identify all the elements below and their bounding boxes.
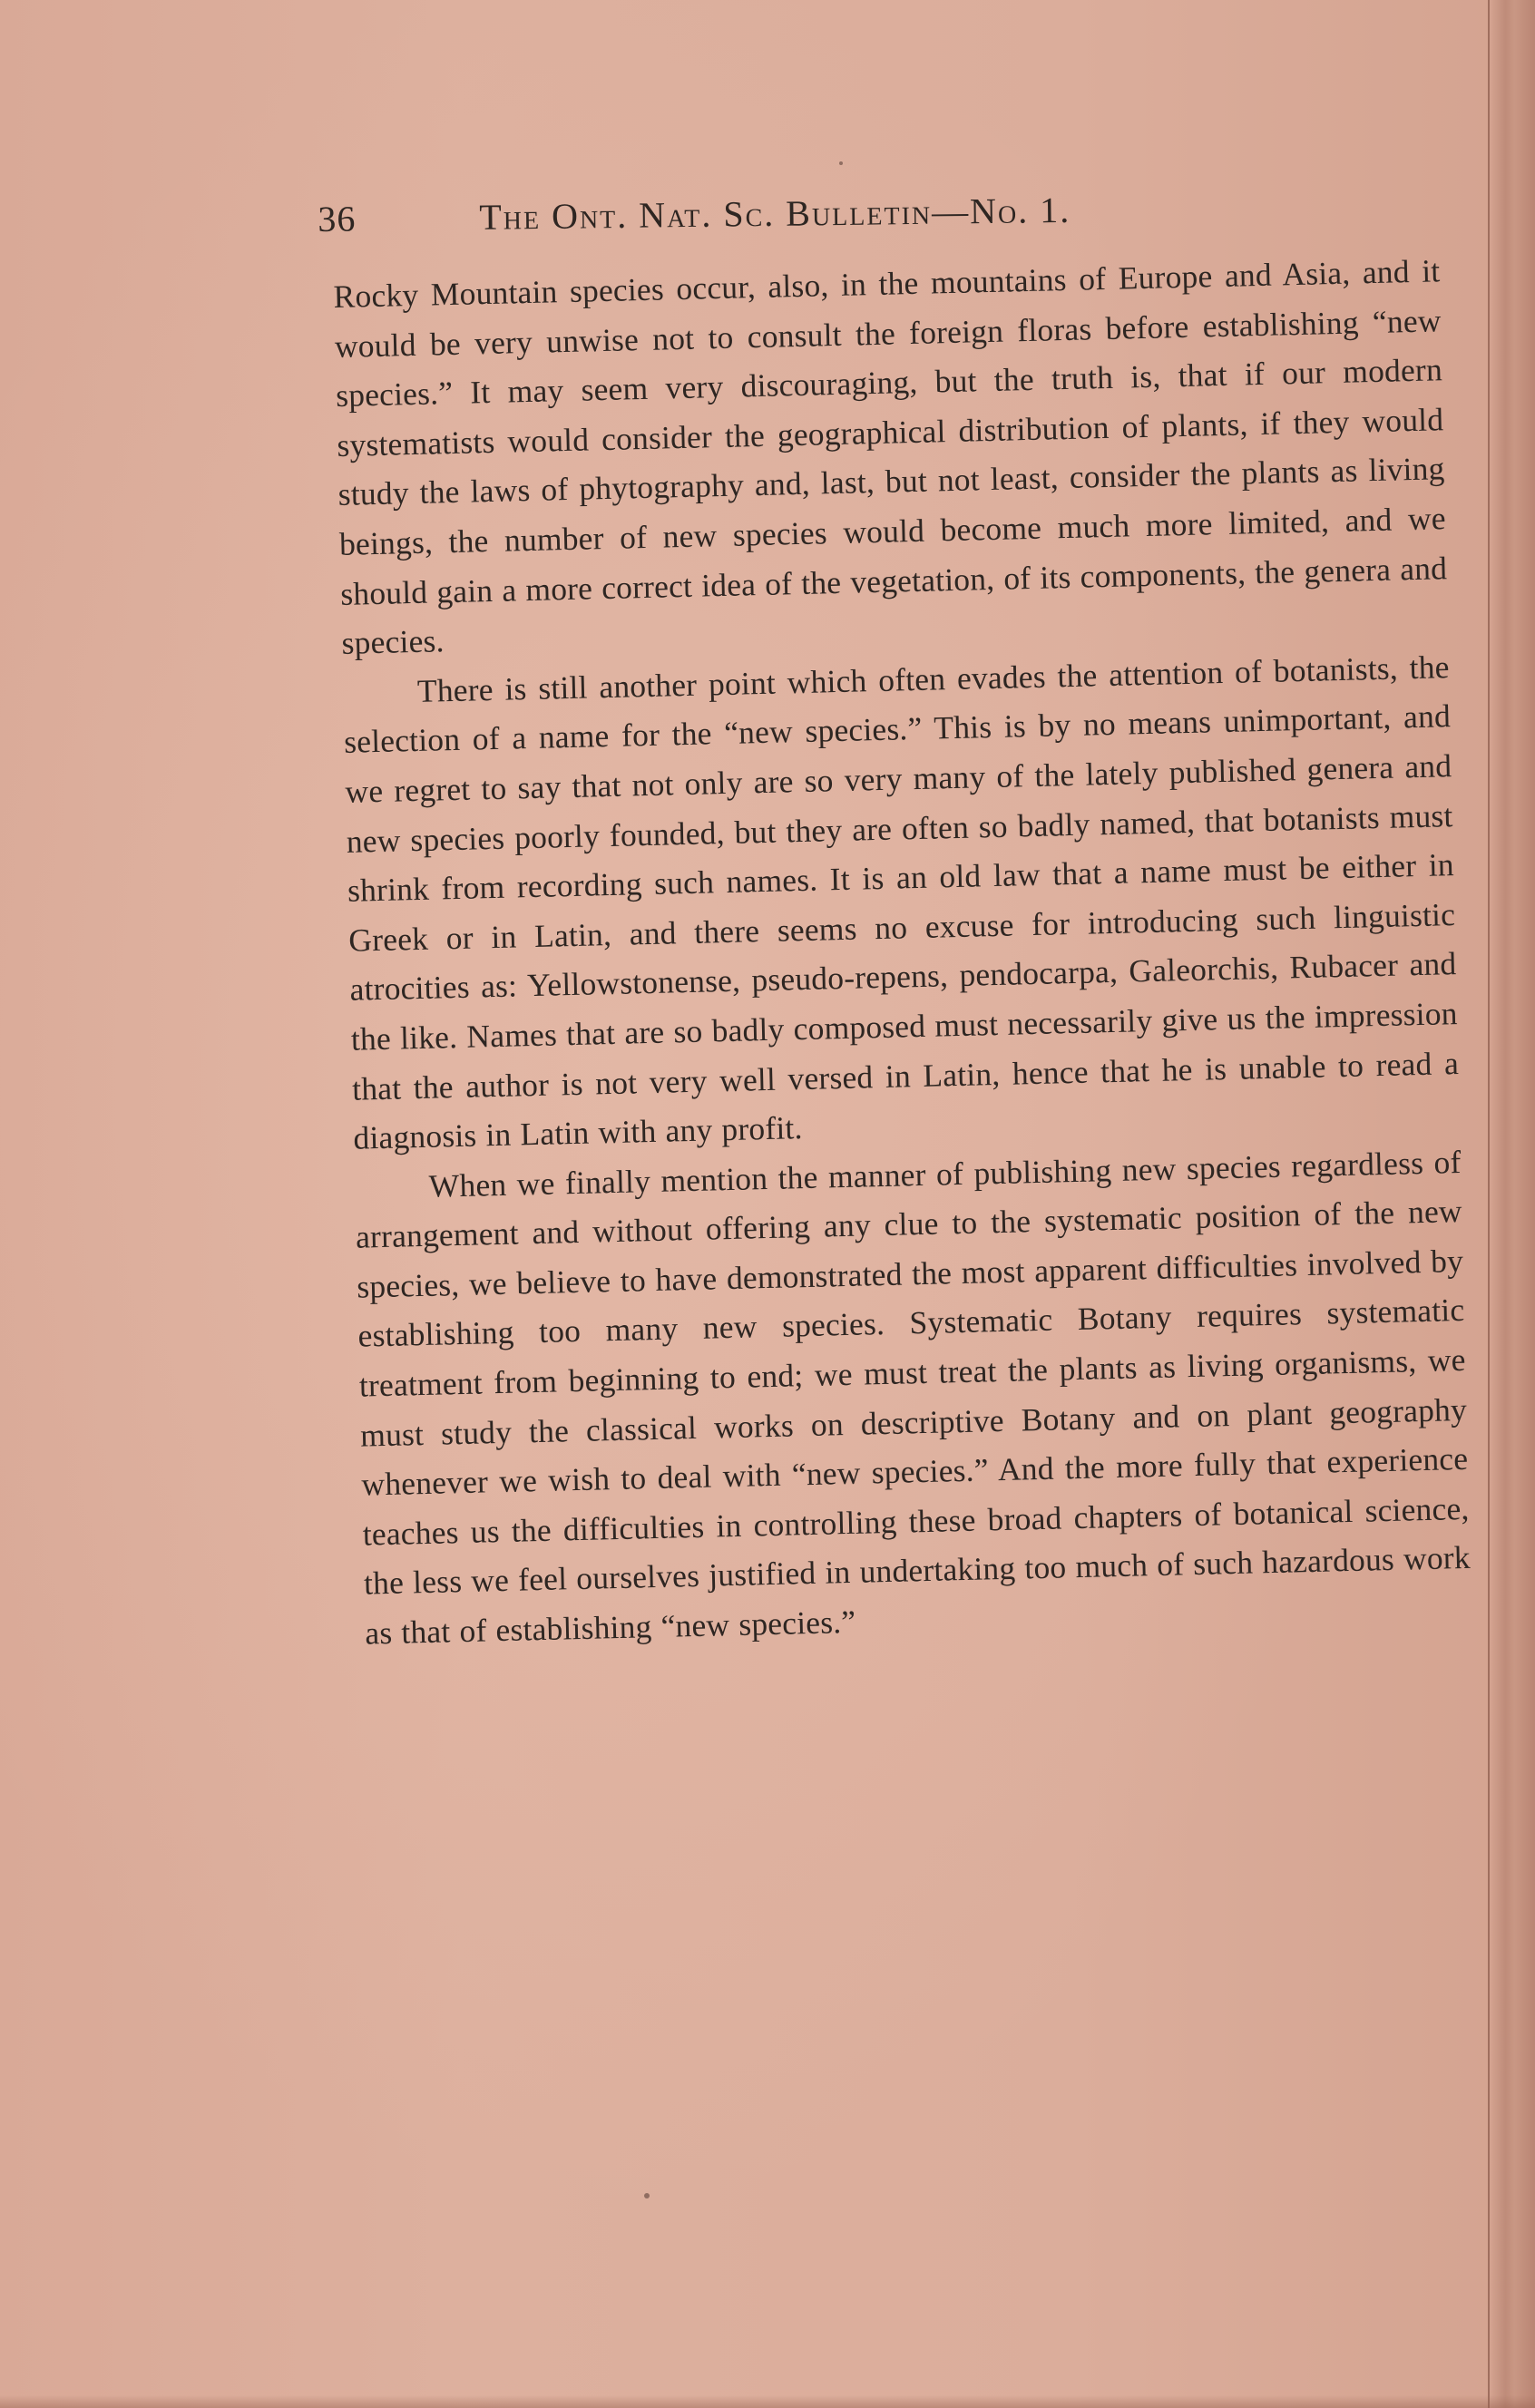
paragraph-2: There is still another point which often evades the attention of botanists, the selection of a name for the “new species.” This is by no means unimportant, and we regret to say that not only are so very many of the lately published genera and new species poorly founded, but they are often so badly named, that botanists must shrink from recording such names. It is an old law that a name must be either in Greek or in Latin, and there seems no excuse for introducing such linguistic atrocities as: Yellowstonense, pseudo-repens, pendocarpa, Galeorchis, Rubacer and the like. Names that are so badly composed must necessarily give us the impression that the author is not very well versed in Latin, hence that he is unable to read a diagnosis in Latin with any profit. — [343, 648, 1460, 1156]
paper-speck — [644, 2193, 650, 2198]
paragraph-1: Rocky Mountain species occur, also, in the mountains of Europe and Asia, and it would be very unwise not to consult the foreign floras before establishing “new species.” It may seem very discouraging, but the truth is, that if our modern systematists would consider the geographical distribution of plants, if they would study the laws of phytography and, last, but not least, consider the plants as living beings, the number of new species would become much more limited, and we should gain a more correct idea of the vegetation, of its components, the genera and species. — [333, 252, 1448, 662]
paragraph-3: When we finally mention the manner of publishing new species regardless of arrangement and without offering any clue to the systematic position of the new species, we believe to have demonstrated the most apparent difficulties involved by establishing too many new species. Systematic Botany requires systematic treatment from beginning to end; we must treat the plants as living organisms, we must study the classical works on descriptive Botany and on plant geography whenever we wish to deal with “new species.” And the more fully that experience teaches us the difficulties in controlling these broad chapters of botanical science, the less we feel ourselves justified in undertaking too much of such hazardous work as that of establishing “new species.” — [355, 1143, 1471, 1652]
page-number: 36 — [318, 198, 357, 239]
page-header — [318, 187, 1244, 252]
running-title: The Ont. Nat. Sc. Bulletin—No. 1. — [478, 189, 1071, 238]
paper-speck — [839, 161, 843, 165]
page-bottom-edge — [0, 2395, 1535, 2408]
page-edge — [1488, 0, 1535, 2408]
body-text — [333, 246, 1472, 1658]
